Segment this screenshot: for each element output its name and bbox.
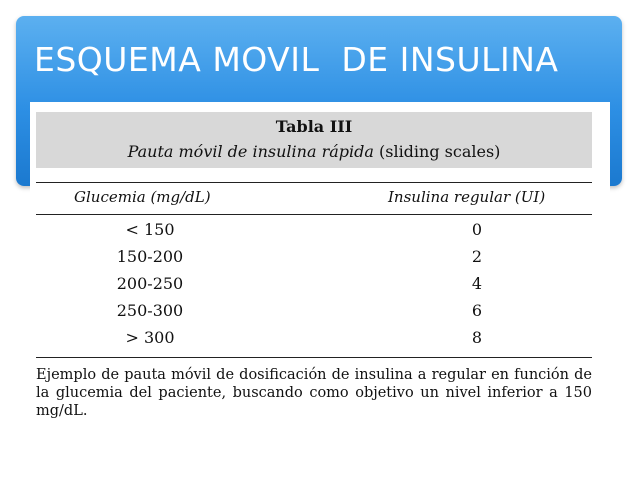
table-header-band [36, 112, 592, 168]
table-cell-insulina: 4 [471, 274, 483, 293]
table-cell-insulina: 2 [471, 247, 483, 266]
table-cell-glucemia: 150-200 [116, 247, 184, 266]
table-footnote: Ejemplo de pauta móvil de dosificación de insulina a regular en función de la glucemia del paciente, buscando como objetivo un nivel inferior a 150 mg/dL. [36, 367, 592, 419]
table-caption-italic: Pauta móvil de insulina rápida [127, 142, 374, 161]
table-cell-insulina: 6 [471, 301, 483, 320]
column-header-glucemia: Glucemia (mg/dL) [74, 188, 211, 206]
header-bottom-rule [36, 214, 592, 215]
table-caption [36, 142, 592, 161]
table-number: Tabla III [275, 117, 353, 136]
table-cell-glucemia: < 150 [125, 220, 175, 239]
table-caption-plain: (sliding scales) [373, 142, 501, 161]
table-figure [30, 102, 610, 442]
table-cell-glucemia: > 300 [125, 328, 175, 347]
table-cell-insulina: 0 [471, 220, 483, 239]
table-cell-insulina: 8 [471, 328, 483, 347]
slide-title: ESQUEMA MOVIL DE INSULINA [34, 40, 559, 79]
table-bottom-rule [36, 357, 592, 358]
header-top-rule [36, 182, 592, 183]
table-cell-glucemia: 250-300 [116, 301, 184, 320]
column-header-insulina: Insulina regular (UI) [388, 188, 546, 206]
table-cell-glucemia: 200-250 [116, 274, 184, 293]
